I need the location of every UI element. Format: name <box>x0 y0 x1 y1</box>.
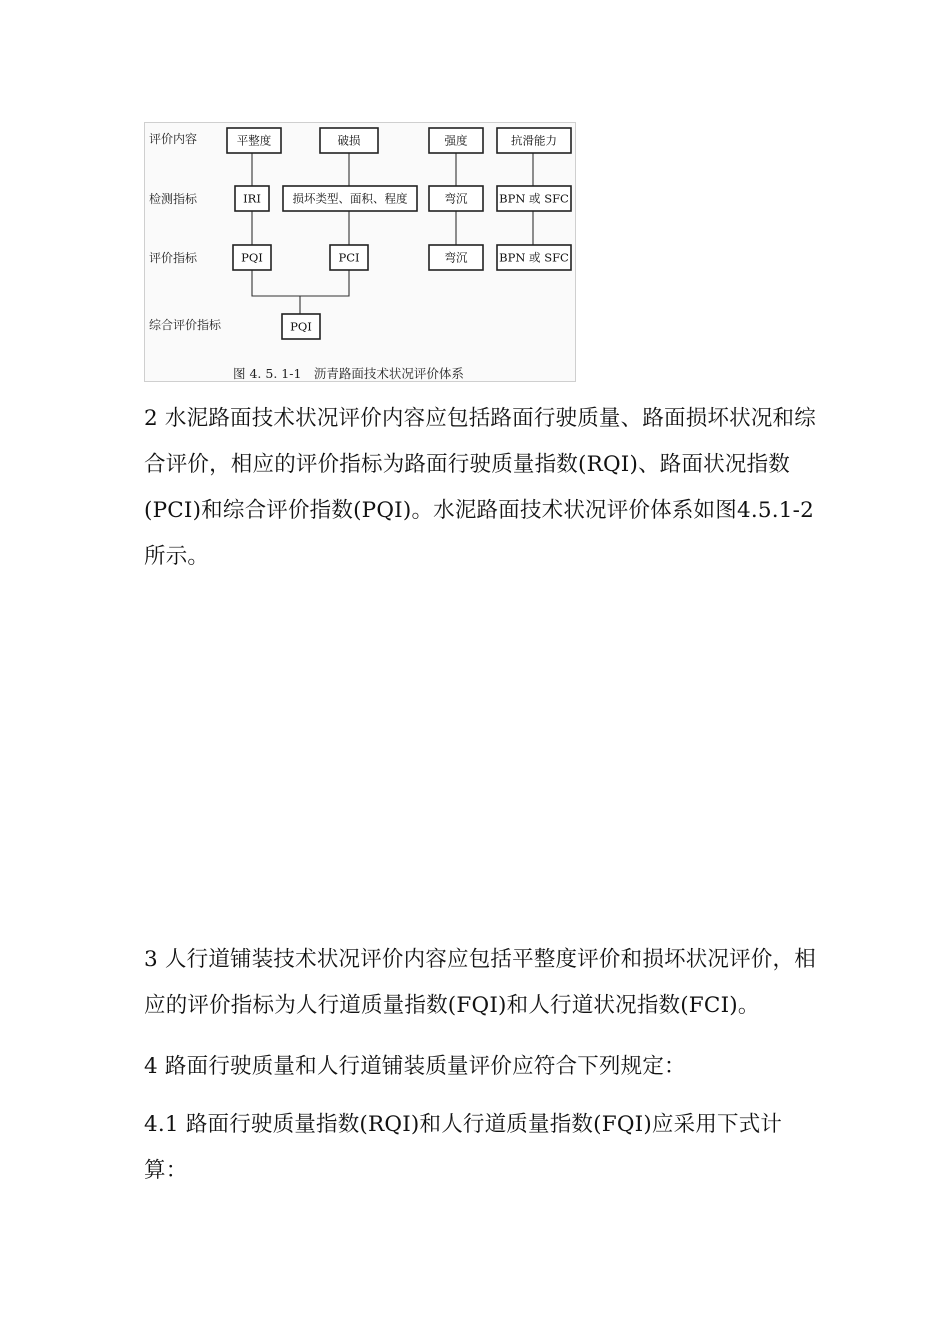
box-pqi-overall-label: PQI <box>290 319 312 334</box>
evaluation-system-figure <box>144 122 576 382</box>
box-deflection-eval-label: 弯沉 <box>444 250 468 265</box>
box-pqi-eval-label: PQI <box>241 250 263 265</box>
row-label-detection: 检测指标 <box>149 192 198 206</box>
box-iri-label: IRI <box>243 191 261 206</box>
figure-caption: 图 4. 5. 1-1 沥青路面技术状况评价体系 <box>233 366 464 381</box>
paragraph-2: 2 水泥路面技术状况评价内容应包括路面行驶质量、路面损坏状况和综合评价，相应的评价指标为路面行驶质量指数(RQI)、路面状况指数(PCI)和综合评价指数(PQI)。水泥路面技术状况评价体系如图4.5.1-2所示。 <box>144 406 816 569</box>
box-pci-label: PCI <box>338 250 360 265</box>
box-skid-resistance-label: 抗滑能力 <box>511 133 557 148</box>
box-flatness-label: 平整度 <box>236 133 272 148</box>
row-label-overall: 综合评价指标 <box>149 318 222 332</box>
box-damage-label: 破损 <box>337 133 361 148</box>
box-bpn-sfc-eval-label: BPN 或 SFC <box>499 250 569 265</box>
box-damage-type-label: 损坏类型、面积、程度 <box>292 191 408 206</box>
row-label-content: 评价内容 <box>149 132 198 146</box>
row-label-evaluation: 评价指标 <box>149 251 198 265</box>
evaluation-diagram <box>145 123 577 383</box>
box-deflection-label: 弯沉 <box>444 191 468 206</box>
box-bpn-sfc-label: BPN 或 SFC <box>499 191 569 206</box>
connector-lines <box>252 153 533 314</box>
paragraph-3: 3 人行道铺装技术状况评价内容应包括平整度评价和损坏状况评价，相应的评价指标为人行道质量指数(FQI)和人行道状况指数(FCI)。 <box>144 947 816 1018</box>
paragraph-4: 4 路面行驶质量和人行道铺装质量评价应符合下列规定： <box>144 1054 686 1079</box>
box-strength-label: 强度 <box>444 133 468 148</box>
paragraph-4-1: 4.1 路面行驶质量指数(RQI)和人行道质量指数(FQI)应采用下式计算： <box>144 1112 783 1183</box>
